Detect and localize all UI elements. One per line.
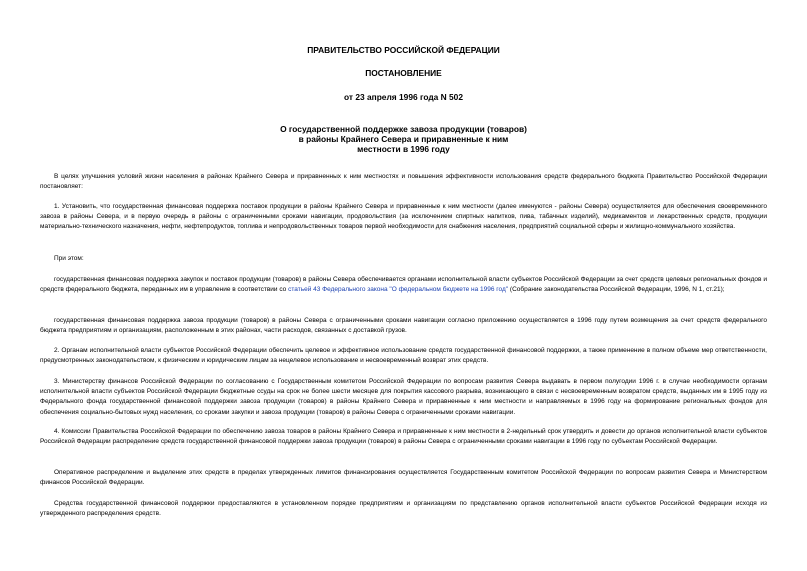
clause-4-second-continuation-paragraph [40, 499, 767, 519]
subclause-1-text-before: государственная финансовая поддержка закупок и поставок продукции (товаров) в районы Севера обеспечивается органами исполнительной власти субъектов Российской Федерации за счет средств целевых региональных фондов и средств федерального бюджета, переданных им в управление в соответствии со [40, 276, 767, 294]
pri-etom-text: При этом: [54, 255, 84, 262]
federal-law-article-link[interactable]: статьей 43 Федерального закона "О федеральном бюджете на 1996 год" [288, 286, 509, 294]
subclause-1-text-after: (Собрание законодательства Российской Федерации, 1996, N 1, ст.21); [508, 286, 725, 294]
document-type: ПОСТАНОВЛЕНИЕ [365, 68, 442, 78]
clause-4-paragraph [40, 427, 767, 447]
clause-4-continuation-text: Оперативное распределение и выделение этих средств в пределах утвержденных лимитов финансирования осуществляется Государственным комитетом Российской Федерации по вопросам развития Севера и Министерством финансов Российской Федерации. [40, 469, 767, 487]
clause-4-continuation-paragraph [40, 468, 767, 488]
clause-2-paragraph [40, 346, 767, 366]
clause-1-text: 1. Установить, что государственная финансовая поддержка поставок продукции в районы Крайнего Севера и приравненные к ним местности (далее именуются - районы Севера) осуществляется для обеспечения своевременного завоза в районы Севера, и в первую очередь в районы с ограниченными сроками навигации, продовольствия (за исключением спиртных напитков, пива, табачных изделий), медикаментов и лекарственных средств, продукции материально-технического назначения, нефти, нефтепродуктов, топлива и непродовольственных товаров первой необходимости для снабжения населения, предприятий социальной сферы и жилищно-коммунального хозяйства. [40, 203, 767, 231]
pri-etom-paragraph [40, 254, 767, 264]
document-date-number: от 23 апреля 1996 года N 502 [344, 92, 463, 102]
clause-4-text: 4. Комиссии Правительства Российской Федерации по обеспечению завоза товаров в районы Крайнего Севера и приравненные к ним местности в 2-недельный срок утвердить и довести до органов исполнительной власти субъектов Российской Федерации распределение средств государственной финансовой поддержки завоза продукции (товаров) в районы Севера с ограниченными сроками навигации в 1996 году по субъектам Российской Федерации. [40, 428, 767, 446]
preamble-text: В целях улучшения условий жизни населения в районах Крайнего Севера и приравненных к ним местностях и повышения эффективности использования средств федерального бюджета Правительство Российской Федерации постановляет: [40, 173, 767, 191]
preamble-paragraph [40, 172, 767, 192]
clause-1-paragraph [40, 202, 767, 233]
issuing-authority: ПРАВИТЕЛЬСТВО РОССИЙСКОЙ ФЕДЕРАЦИИ [307, 45, 500, 55]
subclause-1-text [40, 275, 767, 295]
subclause-2-text: государственная финансовая поддержка завоза продукции (товаров) в районы Севера с ограниченными сроками навигации согласно приложению осуществляется в 1996 году путем возмещения за счет средств федерального бюджета предприятиям и организациям, расположенным в этих районах, части расходов, связанных с доставкой грузов. [40, 317, 767, 335]
clause-3-text: 3. Министерству финансов Российской Федерации по согласованию с Государственным комитетом Российской Федерации по вопросам развития Севера выдавать в первом полугодии 1996 г. в случае необходимости органам исполнительной власти субъектов Российской Федерации бюджетные ссуды на срок не более шести месяцев для покрытия кассового разрыва, возникающего в связи с несвоевременным возвратом средств, выданных им в 1995 году из Федерального фонда государственной финансовой поддержки завоза продукции (товаров) в районы Крайнего Севера и приравненные к ним местности и направляемых в 1996 году на формирование региональных фондов для обеспечения социально-бытовых нужд населения, со сроками закупки и завоза продукции (товаров) в районы Севера с ограниченными сроками навигации. [40, 378, 767, 416]
subclause-2-paragraph [40, 316, 767, 336]
document-title-line-1: О государственной поддержке завоза продукции (товаров) [280, 124, 527, 134]
clause-4-second-continuation-text: Средства государственной финансовой поддержки предоставляются в установленном порядке предприятиям и организациям по представлению органов исполнительной власти субъектов Российской Федерации исходя из утвержденного распределения средств. [40, 500, 767, 518]
subclause-1-paragraph [40, 275, 767, 295]
clause-2-text: 2. Органам исполнительной власти субъектов Российской Федерации обеспечить целевое и эффективное использование средств государственной финансовой поддержки, а также применение в полном объеме мер ответственности, предусмотренных законодательством, к физическим и юридическим лицам за нецелевое использование и несвоевременный возврат этих средств. [40, 347, 767, 365]
document-title-line-2: в районы Крайнего Севера и приравненные к ним [298, 134, 509, 144]
document-title-line-3: местности в 1996 году [357, 144, 450, 154]
clause-3-paragraph [40, 377, 767, 418]
